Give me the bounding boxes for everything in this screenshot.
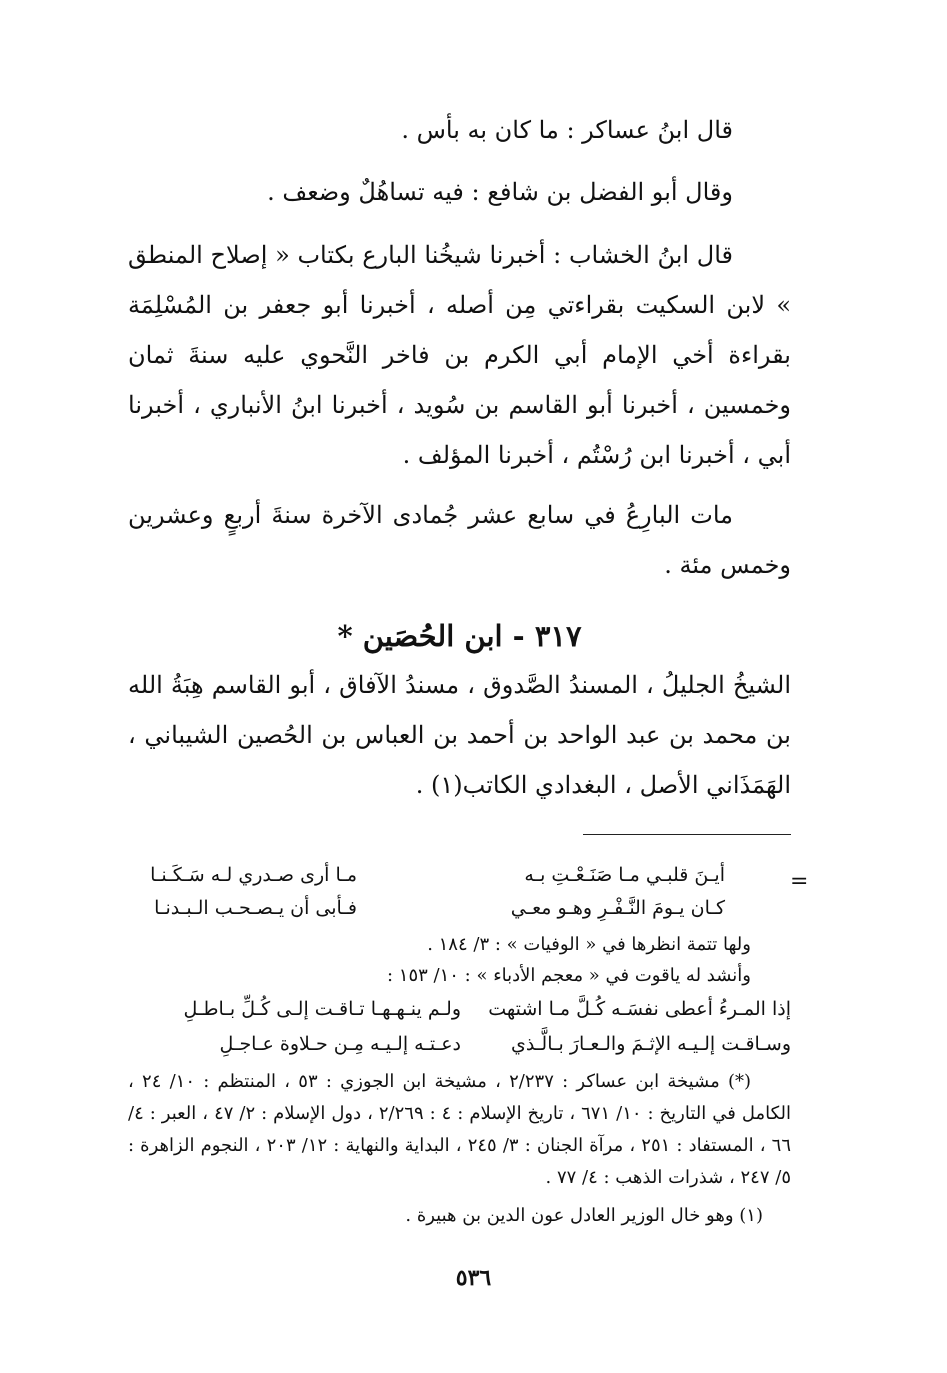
verse-hemistich: إذا المـرءُ أعطى نفسَـه كُـلَّ مـا اشتهت [488,998,791,1020]
paragraph-text: مات البارِعُ في سابع عشر جُمادى الآخرة سنةَ أربعٍ وعشرين وخمس مئة . [128,501,791,579]
footnote-one-text: (١) وهو خال الوزير العادل عون الدين بن هبيرة . [405,1205,763,1226]
footnote-note [128,960,791,992]
verse-hemistich: ولـم ينـهـهـا تـاقـت إلـى كُـلِّ بـاطـلِ [183,998,461,1020]
paragraph-text: قال ابنُ عساكر : ما كان به بأس . [401,116,733,144]
paragraph-abu-fadl [128,167,791,217]
paragraph-ibn-asakir [128,105,791,155]
page-number: ٥٣٦ [455,1265,492,1291]
paragraph-ibn-khashshab [128,230,791,480]
verse-hemistich: كـان يـومَ النَّـفْـرِ وهـو معـي [510,897,725,919]
verse-hemistich: مـا أرى صـدري لـه سَـكَـنـا [150,864,357,886]
footnote-note [128,929,791,961]
footnote-continuation-mark: = [790,869,809,894]
verse-hemistich: فـأبى أن يـصـحـب الـبـدنـا [154,897,357,919]
paragraph-text: وقال أبو الفضل بن شافع : فيه تساهُلٌ وضعف . [267,178,733,206]
verse-hemistich: دعـتـه إلـيـه مِـن حـلاوة عـاجـلِ [219,1033,461,1055]
note-text: ولها تتمة انظرها في « الوفيات » : ٣/ ١٨٤ . [427,934,751,955]
verse-hemistich: وسـاقـت إلـيـه الإثـمَ والـعـارَ بـالَّـذي [511,1033,791,1055]
footnote-one [128,1200,791,1232]
footnote-sources [128,1066,791,1194]
footnote-divider [583,834,791,835]
verse-hemistich: أيـنَ قلبـي مـا صَنَـعْـتِ بـه [524,864,725,886]
entry-body-text: الشيخُ الجليلُ ، المسندُ الصَّدوق ، مسندُ الآفاق ، أبو القاسم هِبَةُ الله بن محمد بن عبد الواحد بن أحمد بن العباس بن الحُصين الشيباني ، الهَمَذَاني الأصل ، البغدادي الكاتب(١) . [128,671,791,799]
note-text: وأنشد له ياقوت في « معجم الأدباء » : ١٠/ ١٥٣ : [387,965,751,986]
paragraph-death-date [128,490,791,590]
entry-title: ٣١٧ - ابن الحُصَين * [337,619,582,653]
footnote-sources-text: (*) مشيخة ابن عساكر : ٢/٢٣٧ ، مشيخة ابن الجوزي : ٥٣ ، المنتظم : ١٠/ ٢٤ ، الكامل في التاريخ : ١٠/ ٦٧١ ، تاريخ الإسلام : ٤ : ٢/٢٦٩ ، دول الإسلام : ٢/ ٤٧ ، العبر : ٤/ ٦٦ ، المستفاد : ٢٥١ ، مرآة الجنان : ٣/ ٢٤٥ ، البداية والنهاية : ١٢/ ٢٠٣ ، النجوم الزاهرة : ٥/ ٢٤٧ ، شذرات الذهب : ٤/ ٧٧ . [128,1071,792,1188]
entry-body [128,660,791,810]
paragraph-text: قال ابنُ الخشاب : أخبرنا شيخُنا البارع بكتاب « إصلاح المنطق » لابن السكيت بقراءتي مِن أصله ، أخبرنا أبو جعفر بن المُسْلِمَة بقراءة أخي الإمام أبي الكرم بن فاخر النَّحوي عليه سنةَ ثمان وخمسين ، أخبرنا أبو القاسم بن سُويد ، أخبرنا ابنُ الأنباري ، أخبرنا أبي ، أخبرنا ابن رُسْتُم ، أخبرنا المؤلف . [128,241,791,469]
